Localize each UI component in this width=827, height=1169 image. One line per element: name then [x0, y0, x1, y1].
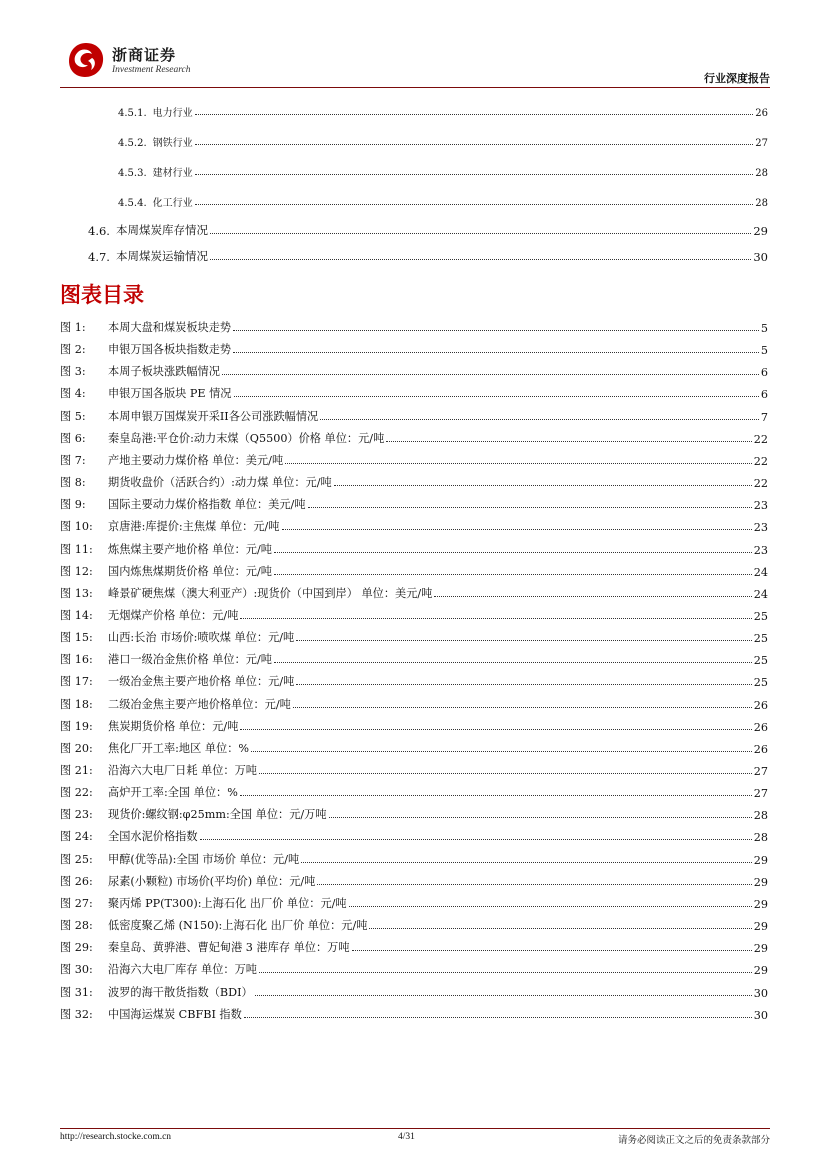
figure-page: 29	[753, 964, 768, 978]
figure-entry[interactable]	[60, 871, 768, 889]
figure-title: 沿海六大电厂日耗 单位：万吨	[108, 764, 257, 777]
figure-entry[interactable]	[60, 339, 768, 357]
dot-leader	[285, 463, 752, 464]
figure-page: 27	[753, 765, 768, 778]
dot-leader	[195, 144, 754, 145]
figure-title: 申银万国各板块指数走势	[108, 343, 232, 357]
figure-title: 焦化厂开工率:地区 单位：%	[108, 741, 250, 755]
figure-entry[interactable]	[60, 627, 768, 645]
figure-page: 28	[753, 831, 768, 845]
toc-entry-title: 化工行业	[152, 198, 193, 209]
figure-number: 图 23:	[60, 808, 93, 822]
dot-leader	[317, 884, 751, 885]
brand-name: 浙商证券	[112, 46, 177, 64]
figure-page: 29	[753, 920, 768, 934]
toc-entry-page: 28	[755, 168, 768, 179]
figure-title: 甲醇(优等品):全国 市场价 单位：元/吨	[108, 852, 300, 866]
figure-number: 图 16:	[60, 653, 93, 667]
figure-entry[interactable]	[60, 716, 768, 734]
figure-page: 28	[753, 809, 768, 823]
figure-entry[interactable]	[60, 406, 768, 424]
dot-leader	[334, 485, 752, 486]
figure-number: 图 27:	[60, 896, 93, 910]
toc-entry-number: 4.5.1.	[118, 108, 147, 119]
dot-leader	[200, 839, 752, 840]
toc-entry[interactable]	[118, 193, 768, 209]
figure-page: 7	[760, 410, 768, 424]
toc-entry[interactable]	[88, 222, 768, 238]
figure-page: 25	[753, 676, 768, 690]
page-number: 4/31	[398, 1132, 415, 1142]
footer-divider	[60, 1128, 770, 1129]
figure-page: 29	[753, 897, 768, 911]
figure-entry[interactable]	[60, 826, 768, 844]
toc-entry-title: 电力行业	[152, 108, 193, 119]
dot-leader	[234, 396, 759, 397]
figure-page: 23	[753, 521, 768, 535]
figure-title: 本周申银万国煤炭开采II各公司涨跌幅情况	[108, 409, 319, 423]
figure-entry[interactable]	[60, 738, 768, 756]
figure-page: 29	[753, 853, 768, 867]
figure-entry[interactable]	[60, 428, 768, 446]
figure-page: 30	[753, 986, 768, 1000]
figure-entry[interactable]	[60, 516, 768, 534]
figure-title: 无烟煤产价格 单位：元/吨	[108, 608, 239, 622]
dot-leader	[222, 374, 759, 375]
dot-leader	[296, 640, 752, 641]
footer-url[interactable]: http://research.stocke.com.cn	[60, 1132, 172, 1142]
dot-leader	[301, 862, 752, 863]
figure-entry[interactable]	[60, 804, 768, 822]
dot-leader	[195, 114, 754, 115]
dot-leader	[320, 419, 759, 420]
figure-number: 图 21:	[60, 764, 93, 777]
figure-entry[interactable]	[60, 849, 768, 867]
figure-title: 本周大盘和煤炭板块走势	[108, 321, 232, 334]
figure-entry[interactable]	[60, 915, 768, 933]
figure-entry[interactable]	[60, 1004, 768, 1022]
figure-title: 全国水泥价格指数	[108, 830, 198, 844]
figure-title: 一级冶金焦主要产地价格 单位：元/吨	[108, 675, 295, 689]
figure-page: 26	[753, 720, 768, 734]
dot-leader	[255, 995, 752, 996]
figure-title: 尿素(小颗粒) 市场价(平均价) 单位：元/吨	[108, 874, 316, 888]
figure-title: 现货价:螺纹钢:φ25mm:全国 单位：元/万吨	[108, 808, 327, 822]
toc-entry-number: 4.5.2.	[118, 138, 147, 149]
figure-number: 图 18:	[60, 697, 93, 711]
figure-page: 24	[753, 587, 768, 601]
figure-number: 图 9:	[60, 498, 86, 512]
toc-entry-page: 30	[753, 250, 768, 264]
figure-number: 图 19:	[60, 719, 93, 733]
dot-leader	[274, 574, 752, 575]
toc-entry[interactable]	[118, 133, 768, 149]
dot-leader	[369, 928, 751, 929]
figure-entry[interactable]	[60, 317, 768, 335]
figure-title: 低密度聚乙烯 (N150):上海石化 出厂价 单位：元/吨	[108, 919, 368, 933]
toc-entry-title: 建材行业	[152, 168, 193, 179]
figure-number: 图 31:	[60, 985, 93, 999]
header-divider	[60, 87, 770, 88]
toc-entry[interactable]	[118, 163, 768, 179]
figure-page: 25	[753, 632, 768, 646]
figure-number: 图 2:	[60, 343, 86, 357]
figure-title: 峰景矿硬焦煤（澳大利亚产）:现货价（中国到岸） 单位：美元/吨	[108, 586, 433, 600]
figure-page: 25	[753, 654, 768, 668]
figure-entry[interactable]	[60, 760, 768, 778]
figure-number: 图 22:	[60, 786, 93, 800]
toc-entry-page: 26	[755, 108, 768, 119]
figure-number: 图 28:	[60, 919, 93, 933]
figure-page: 22	[753, 477, 768, 491]
figure-number: 图 10:	[60, 520, 93, 534]
dot-leader	[233, 330, 759, 331]
figure-title: 山西:长治 市场价:喷吹煤 单位：元/吨	[108, 631, 295, 645]
figure-title: 申银万国各版块 PE 情况	[108, 387, 232, 401]
figure-page: 6	[760, 388, 768, 402]
toc-entry-number: 4.5.3.	[118, 168, 147, 179]
toc-entry-title: 本周煤炭库存情况	[115, 223, 208, 237]
brand-subtitle: Investment Research	[112, 65, 191, 75]
dot-leader	[296, 684, 751, 685]
figure-title: 沿海六大电厂库存 单位：万吨	[108, 963, 257, 977]
figure-page: 24	[753, 565, 768, 579]
dot-leader	[233, 352, 759, 353]
figure-number: 图 1:	[60, 321, 86, 334]
dot-leader	[195, 174, 754, 175]
figure-entry[interactable]	[60, 959, 768, 977]
figure-number: 图 6:	[60, 431, 86, 445]
figure-entry[interactable]	[60, 383, 768, 401]
dot-leader	[240, 618, 751, 619]
dot-leader	[259, 773, 752, 774]
figure-title: 焦炭期货价格 单位：元/吨	[108, 719, 239, 733]
figure-page: 22	[753, 432, 768, 446]
figure-page: 26	[753, 742, 768, 756]
figure-page: 23	[753, 543, 768, 557]
toc-entry[interactable]	[88, 248, 768, 264]
figure-page: 5	[760, 344, 768, 358]
figure-number: 图 24:	[60, 830, 93, 844]
toc-entry-title: 本周煤炭运输情况	[115, 249, 208, 263]
figure-title: 本周子板块涨跌幅情况	[108, 365, 220, 379]
figure-number: 图 3:	[60, 365, 86, 379]
figure-title: 波罗的海干散货指数（BDI）	[108, 985, 253, 999]
figure-title: 京唐港:库提价:主焦煤 单位：元/吨	[108, 520, 280, 534]
dot-leader	[352, 950, 752, 951]
figure-number: 图 8:	[60, 476, 86, 490]
figure-number: 图 14:	[60, 608, 93, 622]
figures-heading: 图表目录	[60, 283, 144, 307]
figure-page: 22	[753, 454, 768, 468]
figure-page: 29	[753, 875, 768, 889]
figure-entry[interactable]	[60, 605, 768, 623]
figure-page: 23	[753, 499, 768, 513]
figure-number: 图 4:	[60, 387, 86, 401]
toc-entry-number: 4.6.	[88, 224, 110, 238]
figure-number: 图 13:	[60, 586, 93, 600]
figure-title: 期货收盘价（活跃合约）:动力煤 单位：元/吨	[108, 476, 332, 490]
figure-entry[interactable]	[60, 694, 768, 712]
figure-entry[interactable]	[60, 982, 768, 1000]
figure-title: 产地主要动力煤价格 单位：美元/吨	[108, 453, 284, 467]
toc-entry[interactable]	[118, 103, 768, 119]
figure-page: 30	[753, 1008, 768, 1022]
toc-entry-title: 钢铁行业	[152, 138, 193, 149]
figure-number: 图 32:	[60, 1007, 93, 1021]
figure-number: 图 15:	[60, 631, 93, 645]
dot-leader	[282, 529, 752, 530]
figure-entry[interactable]	[60, 649, 768, 667]
figure-title: 中国海运煤炭 CBFBI 指数	[108, 1007, 242, 1021]
report-type: 行业深度报告	[704, 72, 770, 85]
figure-page: 26	[753, 698, 768, 712]
figure-page: 27	[753, 787, 768, 801]
figure-page: 6	[760, 366, 768, 380]
figure-title: 炼焦煤主要产地价格 单位：元/吨	[108, 542, 272, 556]
figure-entry[interactable]	[60, 472, 768, 490]
figure-entry[interactable]	[60, 937, 768, 955]
figure-entry[interactable]	[60, 782, 768, 800]
dot-leader	[210, 233, 751, 234]
dot-leader	[386, 441, 751, 442]
figure-entry[interactable]	[60, 494, 768, 512]
dot-leader	[259, 972, 752, 973]
dot-leader	[293, 707, 752, 708]
page-header	[60, 36, 770, 88]
figure-page: 5	[760, 322, 768, 335]
toc-entry-page: 29	[753, 224, 768, 238]
dot-leader	[434, 596, 751, 597]
toc-entry-page: 28	[755, 198, 768, 209]
figure-number: 图 17:	[60, 675, 93, 689]
figure-entry[interactable]	[60, 671, 768, 689]
dot-leader	[210, 259, 751, 260]
dot-leader	[240, 795, 752, 796]
figure-title: 秦皇岛港:平仓价:动力末煤（Q5500）价格 单位：元/吨	[108, 431, 385, 445]
dot-leader	[195, 204, 754, 205]
figure-entry[interactable]	[60, 893, 768, 911]
figure-entry[interactable]	[60, 450, 768, 468]
figure-entry[interactable]	[60, 361, 768, 379]
figure-title: 秦皇岛、黄骅港、曹妃甸港 3 港库存 单位：万吨	[108, 941, 350, 955]
figure-title: 高炉开工率:全国 单位：%	[108, 786, 238, 800]
dot-leader	[240, 729, 751, 730]
footer-disclaimer: 请务必阅读正文之后的免责条款部分	[617, 1135, 770, 1146]
figure-page: 29	[753, 942, 768, 956]
figure-title: 港口一级冶金焦价格 单位：元/吨	[108, 653, 272, 667]
figure-entry[interactable]	[60, 561, 768, 579]
figure-title: 聚丙烯 PP(T300):上海石化 出厂价 单位：元/吨	[108, 896, 347, 910]
figure-title: 国际主要动力煤价格指数 单位：美元/吨	[108, 498, 306, 512]
dot-leader	[349, 906, 752, 907]
figure-page: 25	[753, 609, 768, 623]
figure-number: 图 12:	[60, 564, 93, 578]
figure-number: 图 20:	[60, 741, 93, 755]
figure-number: 图 26:	[60, 874, 93, 888]
company-logo-icon	[66, 40, 106, 80]
toc-entry-number: 4.5.4.	[118, 198, 147, 209]
figure-title: 国内炼焦煤期货价格 单位：元/吨	[108, 564, 272, 578]
figure-number: 图 5:	[60, 409, 86, 423]
figure-number: 图 7:	[60, 453, 86, 467]
dot-leader	[308, 507, 752, 508]
figure-title: 二级冶金焦主要产地价格单位：元/吨	[108, 697, 291, 711]
figure-entry[interactable]	[60, 539, 768, 557]
figure-number: 图 30:	[60, 963, 93, 977]
figure-number: 图 25:	[60, 852, 93, 866]
dot-leader	[329, 817, 752, 818]
figure-number: 图 29:	[60, 941, 93, 955]
dot-leader	[274, 662, 752, 663]
dot-leader	[251, 751, 752, 752]
toc-entry-number: 4.7.	[88, 250, 110, 264]
figure-number: 图 11:	[60, 542, 93, 556]
dot-leader	[274, 552, 752, 553]
toc-entry-page: 27	[755, 138, 768, 149]
figure-entry[interactable]	[60, 583, 768, 601]
dot-leader	[244, 1017, 752, 1018]
